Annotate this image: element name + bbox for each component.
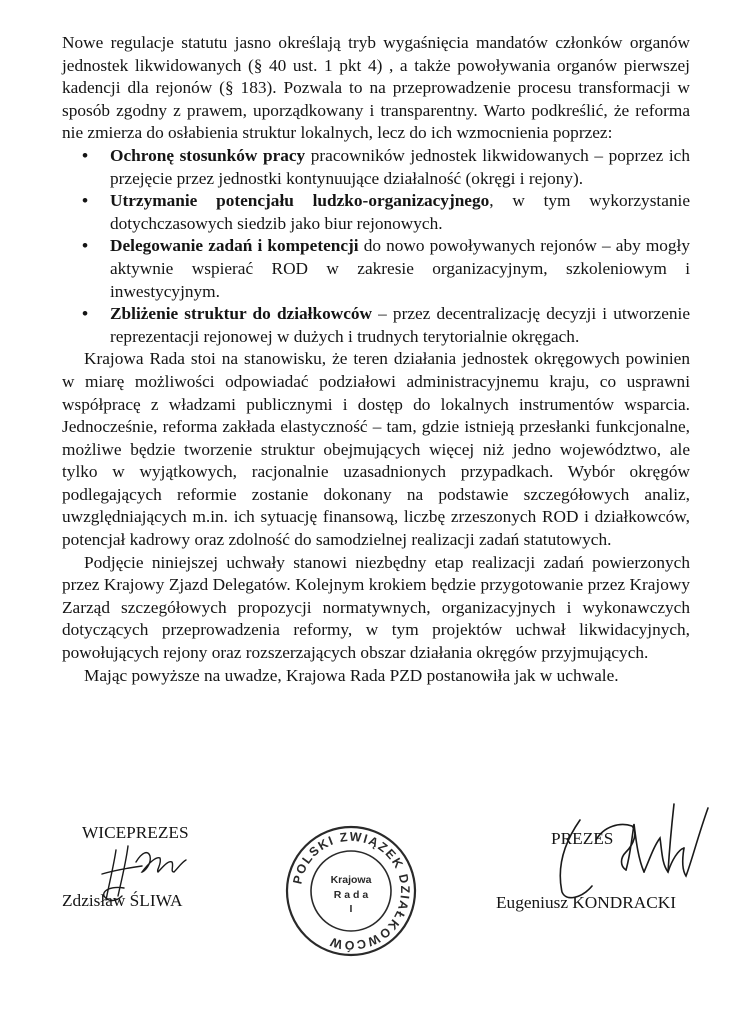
bullet-text: – przez decentralizację decyzji i utworzenie reprezentacji rejonowej w dużych i trudnych terytorialnie okręgach.	[110, 304, 690, 346]
stamp-ring-text: POLSKI ZWIĄZEK DZIAŁKOWCÓW	[290, 829, 413, 953]
bullet-item	[62, 235, 690, 303]
stamp-line-rada: R a d a	[333, 889, 369, 901]
conclusion-paragraph: Mając powyższe na uwadze, Krajowa Rada PZD postanowiła jak w uchwale.	[84, 665, 619, 685]
left-signatory-title: WICEPREZES	[82, 823, 189, 842]
intro-paragraph: Nowe regulacje statutu jasno określają tryb wygaśnięcia mandatów członków organów jednostek likwidowanych (§ 40 ust. 1 pkt 4) , a także powoływania organów pierwszej kadencji dla rejonów (§ 183). Pozwala to na przeprowadzenie procesu transformacji w sposób zgodny z prawem, uporządkowany i transparentny. Warto podkreślić, że reforma nie zmierza do osłabienia struktur lokalnych, lecz do ich wzmocnienia poprzez:	[62, 33, 690, 143]
bullet-item	[62, 303, 690, 348]
next-steps-paragraph: Podjęcie niniejszej uchwały stanowi niezbędny etap realizacji zadań powierzonych przez Krajowy Zjazd Delegatów. Kolejnym krokiem będzie przygotowanie przez Krajowy Zarząd szczegółowych propozycji normatywnych, organizacyjnych i wykonawczych dotyczących przeprowadzenia reformy, w tym projektów uchwał likwidacyjnych, powołujących rejony oraz rozszerzających obszar działania okręgów przyjmujących.	[62, 552, 690, 663]
stamp-line-krajowa: Krajowa	[330, 874, 372, 886]
left-handwritten-signature	[98, 842, 190, 908]
bullet-item	[62, 190, 690, 235]
bullet-icon: •	[82, 145, 89, 165]
bullet-text: do nowo powoływanych rejonów – aby mogły aktywnie wspierać ROD w zakresie organizacyjnym, szkoleniowym i inwestycyjnym.	[110, 236, 690, 301]
left-signatory-name: Zdzisław ŚLIWA	[62, 891, 183, 910]
bullet-text: pracowników jednostek likwidowanych – poprzez ich przejęcie przez jednostki kontynuujące działalność (okręgi i rejony).	[110, 145, 690, 188]
right-signatory-title: PREZES	[551, 829, 614, 848]
document-body	[62, 32, 690, 687]
bullet-bold-lead: Zbliżenie struktur do działkowców	[110, 304, 372, 324]
bullet-icon: •	[82, 191, 89, 211]
bullet-bold-lead: Utrzymanie potencjału ludzko-organizacyjnego	[110, 191, 490, 211]
right-handwritten-signature	[522, 800, 720, 906]
stamp-line-numeral: I	[349, 903, 353, 915]
bullet-bold-lead: Ochronę stosunków pracy	[110, 145, 306, 165]
bullet-bold-lead: Delegowanie zadań i kompetencji	[110, 236, 359, 256]
bullet-item	[62, 145, 690, 190]
right-signatory-name: Eugeniusz KONDRACKI	[496, 893, 676, 912]
reform-bullet-list	[62, 145, 690, 348]
bullet-icon: •	[82, 304, 89, 324]
organization-stamp	[283, 823, 419, 959]
position-paragraph: Krajowa Rada stoi na stanowisku, że teren działania jednostek okręgowych powinien w miarę możliwości odpowiadać podziałowi administracyjnemu kraju, co usprawni współpracę z władzami publicznymi i dostęp do lokalnych instrumentów wsparcia. Jednocześnie, reforma zakłada elastyczność – tam, gdzie istnieją przesłanki funkcjonalne, możliwe będzie tworzenie struktur obejmujących więcej niż jedno województwo, ale tylko w wyjątkowych, racjonalnie uzasadnionych przypadkach. Wybór okręgów podlegających reformie zostanie dokonany na podstawie szczegółowych analiz, uwzględniających m.in. ich sytuację finansową, liczbę zrzeszonych ROD i działkowców, potencjał kadrowy oraz zdolność do samodzielnej realizacji zadań statutowych.	[62, 349, 690, 550]
bullet-text: , w tym wykorzystanie dotychczasowych siedzib jako biur rejonowych.	[110, 191, 690, 233]
bullet-icon: •	[82, 236, 89, 256]
